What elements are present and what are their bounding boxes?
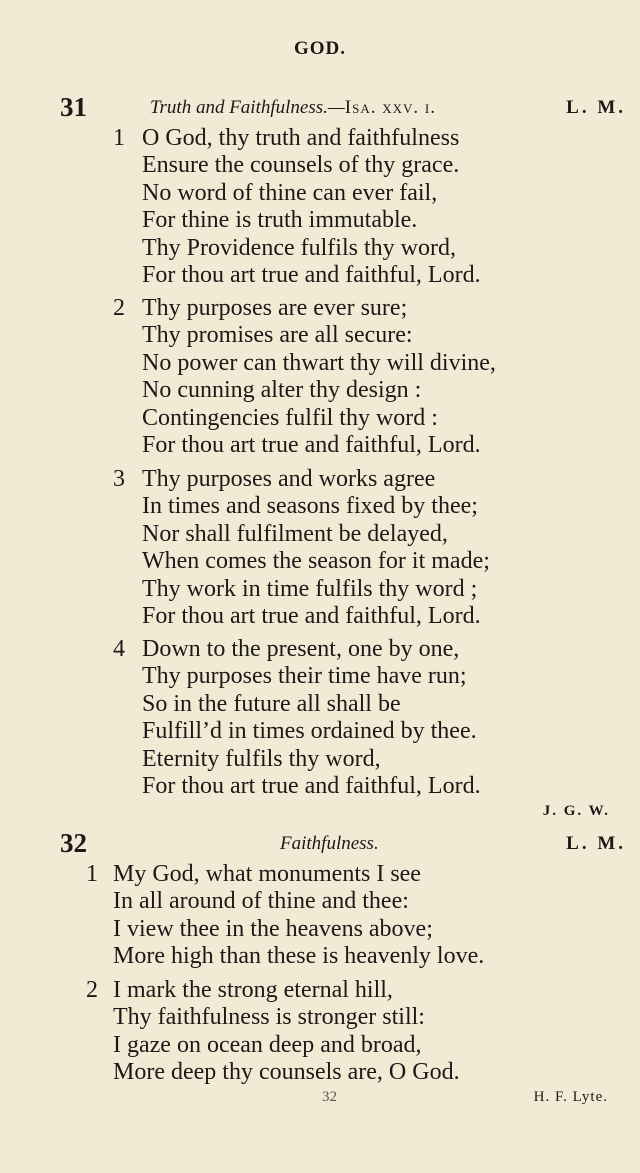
page-number: 32 xyxy=(322,1089,337,1105)
verse-line: More high than these is heavenly love. xyxy=(113,943,485,970)
stanza-number: 1 xyxy=(113,125,125,151)
verse-line: So in the future all shall be xyxy=(142,690,401,717)
hymn-author: H. F. Lyte. xyxy=(533,1089,608,1105)
verse-line: When comes the season for it made; xyxy=(142,548,490,575)
verse-line: In all around of thine and thee: xyxy=(113,888,409,915)
hymn-title: Faithfulness. xyxy=(280,833,379,854)
stanza xyxy=(0,977,640,1087)
verse-line: I gaze on ocean deep and broad, xyxy=(113,1031,422,1058)
stanza xyxy=(0,466,640,630)
verse-line: No word of thine can ever fail, xyxy=(142,179,438,206)
verse-line: In times and seasons fixed by thee; xyxy=(142,493,478,520)
stanza xyxy=(0,636,640,800)
stanza-number: 4 xyxy=(113,636,125,662)
hymn-meter: L. M. xyxy=(566,833,626,854)
verse-line: 1 My God, what monuments I see xyxy=(86,861,421,887)
verse-line: Thy promises are all secure: xyxy=(142,322,413,349)
verse-line: More deep thy counsels are, O God. xyxy=(113,1059,460,1086)
verse-line: For thou art true and faithful, Lord. xyxy=(142,261,481,288)
verse-line: Contingencies fulfil thy word : xyxy=(142,404,438,431)
verse-line: Eternity fulfils thy word, xyxy=(142,745,381,772)
verse-line: For thou art true and faithful, Lord. xyxy=(142,602,481,629)
hymn-number: 31 xyxy=(60,92,87,122)
stanza xyxy=(0,295,640,459)
verse-line: 4 Down to the present, one by one, xyxy=(113,636,460,662)
verse-line: 2 I mark the strong eternal hill, xyxy=(86,977,393,1003)
hymn-32-header xyxy=(0,828,640,858)
stanza-number: 2 xyxy=(113,295,125,321)
verse-line: 3 Thy purposes and works agree xyxy=(113,466,436,492)
verse-line: For thine is truth immutable. xyxy=(142,207,418,234)
verse-line: No power can thwart thy will divine, xyxy=(142,349,496,376)
verse-line: Thy Providence fulfils thy word, xyxy=(142,234,456,261)
stanza xyxy=(0,861,640,971)
hymn-author: J. G. W. xyxy=(542,803,610,819)
stanza-number: 1 xyxy=(86,861,98,887)
verse-line: Thy purposes their time have run; xyxy=(142,663,467,690)
verse-line: I view thee in the heavens above; xyxy=(113,915,433,942)
verse-line: 1 O God, thy truth and faithfulness xyxy=(113,125,460,151)
hymn-number: 32 xyxy=(60,828,87,858)
running-head: GOD. xyxy=(293,38,347,59)
hymn-title: Truth and Faithfulness.—Isa. xxv. i. xyxy=(150,97,436,118)
verse-line: Thy work in time fulfils thy word ; xyxy=(142,575,478,602)
verse-line: Fulfill’d in times ordained by thee. xyxy=(142,718,477,745)
stanza xyxy=(0,125,640,289)
verse-line: For thou art true and faithful, Lord. xyxy=(142,431,481,458)
hymn-31-header xyxy=(0,92,640,122)
verse-line: 2 Thy purposes are ever sure; xyxy=(113,295,408,321)
stanza-number: 2 xyxy=(86,977,98,1003)
stanza-number: 3 xyxy=(113,466,125,492)
verse-line: Nor shall fulfilment be delayed, xyxy=(142,520,448,547)
verse-line: For thou art true and faithful, Lord. xyxy=(142,772,481,799)
scripture-reference: Isa. xxv. i. xyxy=(344,97,436,118)
verse-line: No cunning alter thy design : xyxy=(142,377,422,404)
hymn-meter: L. M. xyxy=(566,97,626,118)
verse-line: Thy faithfulness is stronger still: xyxy=(113,1004,425,1031)
verse-line: Ensure the counsels of thy grace. xyxy=(142,152,460,179)
